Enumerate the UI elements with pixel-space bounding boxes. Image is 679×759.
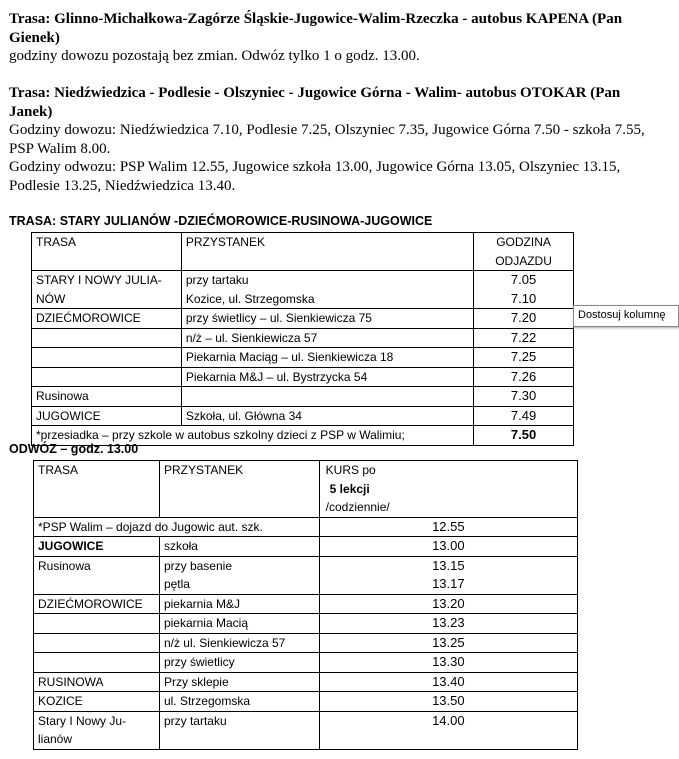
stop-cell: przy świetlicy bbox=[159, 653, 319, 673]
route-cell: DZIEĆMOROWICE bbox=[34, 594, 160, 614]
time-cell: 13.20 bbox=[319, 594, 577, 614]
time-cell: 13.25 bbox=[319, 633, 577, 653]
header-trasa: TRASA bbox=[32, 233, 182, 271]
return-table bbox=[33, 460, 578, 750]
table-row bbox=[34, 653, 578, 673]
time-cell: 7.20 bbox=[474, 309, 574, 329]
route-cell bbox=[32, 348, 182, 368]
stop-cell: Piekarnia Maciąg – ul. Sienkiewicza 18 bbox=[181, 348, 473, 368]
stop-cell bbox=[181, 387, 473, 407]
route-cell: JUGOWICE bbox=[32, 406, 182, 426]
route-cell: Rusinowa bbox=[34, 556, 160, 594]
route-cell bbox=[32, 367, 182, 387]
route2-title: Trasa: Niedźwiedzica - Podlesie - Olszyniec - Jugowice Górna - Walim- autobus OTOKAR (Pan Janek) bbox=[9, 85, 624, 120]
stop-line1: przy tartaku bbox=[185, 273, 249, 287]
route-cell bbox=[32, 271, 182, 309]
transfer-time: 7.50 bbox=[474, 426, 574, 446]
route1-text: godziny dowozu pozostają bez zmian. Odwóz tylko 1 o godz. 13.00. bbox=[9, 48, 420, 64]
route2-odwoz: Godziny odwozu: PSP Walim 12.55, Jugowice szkoła 13.00, Jugowice Górna 13.05, Olszyniec 13.15, Podlesie 13.25, Niedźwiedzica 13.40. bbox=[9, 159, 624, 194]
table-row bbox=[34, 711, 578, 749]
time-cell: 7.22 bbox=[474, 328, 574, 348]
time-cell: 7.26 bbox=[474, 367, 574, 387]
stop-cell: przy tartaku bbox=[159, 711, 319, 749]
time-cell: 13.00 bbox=[319, 537, 577, 557]
time-line1: 13.15 bbox=[432, 557, 465, 573]
stop-cell bbox=[159, 556, 319, 594]
table-row bbox=[34, 614, 578, 634]
table-row bbox=[32, 387, 574, 407]
route2-dowoz: Godziny dowozu: Niedźwiedzica 7.10, Podlesie 7.25, Olszyniec 7.35, Jugowice Górna 7.50 - szkoła 7.55, PSP Walim 8.00. bbox=[9, 122, 649, 157]
route-cell bbox=[32, 328, 182, 348]
table1-heading: TRASA: STARY JULIANÓW -DZIEĆMOROWICE-RUSINOWA-JUGOWICE bbox=[9, 214, 433, 228]
time-cell bbox=[474, 271, 574, 309]
table-row bbox=[34, 556, 578, 594]
time-cell: 14.00 bbox=[319, 711, 577, 749]
route-line1: STARY I NOWY JULIA- bbox=[36, 273, 162, 287]
stop-cell: Piekarnia M&J – ul. Bystrzycka 54 bbox=[181, 367, 473, 387]
route1-title: Trasa: Glinno-Michałkowa-Zagórze Śląskie-Jugowice-Walim-Rzeczka - autobus KAPENA (Pan Gienek) bbox=[9, 11, 626, 46]
time-cell: 7.30 bbox=[474, 387, 574, 407]
table-row bbox=[34, 672, 578, 692]
stop-line2: Kozice, ul. Strzegomska bbox=[185, 291, 315, 306]
header-przystanek: PRZYSTANEK bbox=[159, 461, 319, 518]
psp-walim-row: *PSP Walim – dojazd do Jugowic aut. szk. bbox=[34, 517, 320, 537]
time-cell: 13.40 bbox=[319, 672, 577, 692]
table-row bbox=[34, 517, 578, 537]
table-header-row bbox=[32, 233, 574, 271]
header-godzina-line2: ODJAZDU bbox=[495, 253, 552, 268]
column-resize-tooltip: Dostosuj kolumnę bbox=[573, 305, 679, 327]
time-line1: 7.05 bbox=[510, 272, 537, 287]
time-line2: 7.10 bbox=[510, 290, 537, 306]
stop-cell: piekarnia M&J bbox=[159, 594, 319, 614]
time-cell: 7.49 bbox=[474, 406, 574, 426]
table-row bbox=[32, 367, 574, 387]
time-line2: 13.17 bbox=[432, 576, 465, 591]
header-trasa: TRASA bbox=[34, 461, 160, 518]
table-row bbox=[34, 692, 578, 712]
time-cell: 13.23 bbox=[319, 614, 577, 634]
route-cell bbox=[34, 614, 160, 634]
time-cell: 12.55 bbox=[319, 517, 577, 537]
table-row bbox=[32, 328, 574, 348]
stop-cell: przy świetlicy – ul. Sienkiewicza 75 bbox=[181, 309, 473, 329]
time-cell: 7.25 bbox=[474, 348, 574, 368]
header-kurs-line3: /codziennie/ bbox=[325, 500, 390, 514]
route-cell bbox=[34, 633, 160, 653]
route-cell: JUGOWICE bbox=[34, 537, 160, 557]
table-row bbox=[34, 594, 578, 614]
stop-cell: n/ż ul. Sienkiewicza 57 bbox=[159, 633, 319, 653]
table2-heading: ODWÓZ – godz. 13.00 bbox=[9, 442, 139, 456]
header-kurs-line2: 5 lekcji bbox=[329, 481, 370, 496]
route-line1: Stary I Nowy Ju- bbox=[38, 713, 127, 728]
table-row bbox=[34, 633, 578, 653]
departures-table bbox=[31, 232, 574, 446]
table-row bbox=[32, 309, 574, 329]
stop-cell: n/ż – ul. Sienkiewicza 57 bbox=[181, 328, 473, 348]
stop-cell bbox=[181, 271, 473, 309]
stop-cell: piekarnia Macią bbox=[159, 614, 319, 634]
table-row bbox=[32, 406, 574, 426]
route-cell: Rusinowa bbox=[32, 387, 182, 407]
stop-cell: ul. Strzegomska bbox=[159, 692, 319, 712]
route-line2: lianów bbox=[38, 732, 73, 746]
route-cell: RUSINOWA bbox=[34, 672, 160, 692]
route-cell: KOZICE bbox=[34, 692, 160, 712]
stop-line1: przy basenie bbox=[163, 558, 232, 573]
route-cell: DZIEĆMOROWICE bbox=[32, 309, 182, 329]
header-kurs-line1: KURS po bbox=[325, 463, 376, 477]
transfer-footnote: *przesiadka – przy szkole w autobus szkolny dzieci z PSP w Walimiu; bbox=[32, 426, 474, 446]
route-cell bbox=[34, 711, 160, 749]
stop-cell: Szkoła, ul. Główna 34 bbox=[181, 406, 473, 426]
header-kurs bbox=[319, 461, 577, 518]
time-cell bbox=[319, 556, 577, 594]
route-line2: NÓW bbox=[36, 291, 66, 306]
table-row bbox=[32, 271, 574, 309]
header-godzina-line1: GODZINA bbox=[496, 235, 551, 249]
route-cell bbox=[34, 653, 160, 673]
time-cell: 13.30 bbox=[319, 653, 577, 673]
stop-cell: Przy sklepie bbox=[159, 672, 319, 692]
table-row bbox=[34, 537, 578, 557]
table-header-row bbox=[34, 461, 578, 518]
table-row bbox=[32, 348, 574, 368]
header-godzina bbox=[474, 233, 574, 271]
stop-line2: pętla bbox=[163, 577, 190, 591]
time-cell: 13.50 bbox=[319, 692, 577, 712]
stop-cell: szkoła bbox=[159, 537, 319, 557]
header-przystanek: PRZYSTANEK bbox=[181, 233, 473, 271]
